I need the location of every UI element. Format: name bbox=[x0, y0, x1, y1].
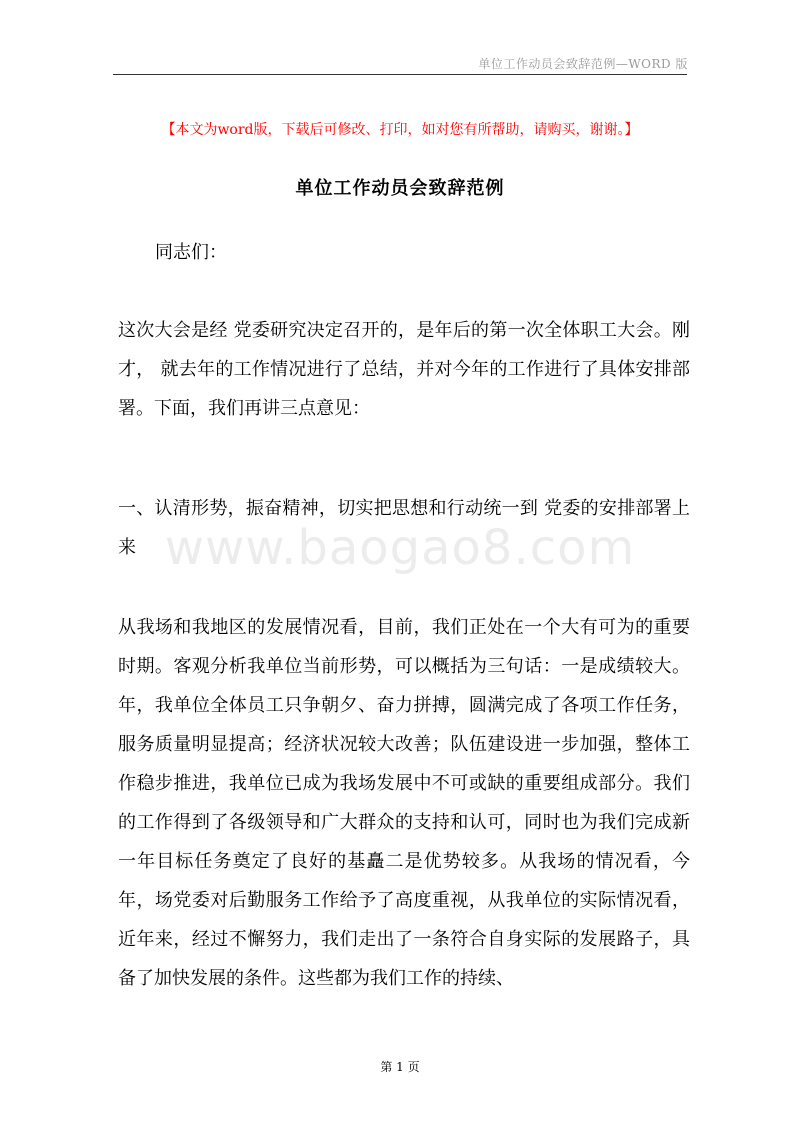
section-heading-one: 一、认清形势，振奋精神，切实把思想和行动统一到 党委的安排部署上来 bbox=[118, 498, 690, 558]
watermark-text: www.baogao8.com bbox=[164, 520, 636, 576]
download-notice: 【本文为word版，下载后可修改、打印，如对您有所帮助，请购买，谢谢。】 bbox=[161, 122, 639, 138]
greeting: 同志们： bbox=[155, 242, 227, 263]
document-title: 单位工作动员会致辞范例 bbox=[295, 178, 505, 199]
page-number: 第 1 页 bbox=[380, 1060, 420, 1074]
document-header-label: 单位工作动员会致辞范例—WORD 版 bbox=[478, 57, 688, 71]
paragraph-intro: 这次大会是经 党委研究决定召开的，是年后的第一次全体职工大会。刚才， 就去年的工作情况进行了总结，并对今年的工作进行了具体安排部署。下面，我们再讲三点意见： bbox=[118, 320, 690, 419]
paragraph-situation: 从我场和我地区的发展情况看，目前，我们正处在一个大有可为的重要时期。客观分析我单位当前形势，可以概括为三句话：一是成绩较大。 年，我单位全体员工只争朝夕、奋力拼搏，圆满完成了各项工作任务，服务质量明显提高；经济状况较大改善；队伍建设进一步加强，整体工作稳步推进，我单位已成为我场发展中不可或缺的重要组成部分。我们的工作得到了各级领导和广大群众的支持和认可，同时也为我们完成新一年目标任务奠定了良好的基矗二是优势较多。从我场的情况看，今年，场党委对后勤服务工作给予了高度重视，从我单位的实际情况看，近年来，经过不懈努力，我们走出了一条符合自身实际的发展路子，具备了加快发展的条件。这些都为我们工作的持续、 bbox=[118, 617, 690, 989]
header-divider bbox=[113, 74, 687, 75]
